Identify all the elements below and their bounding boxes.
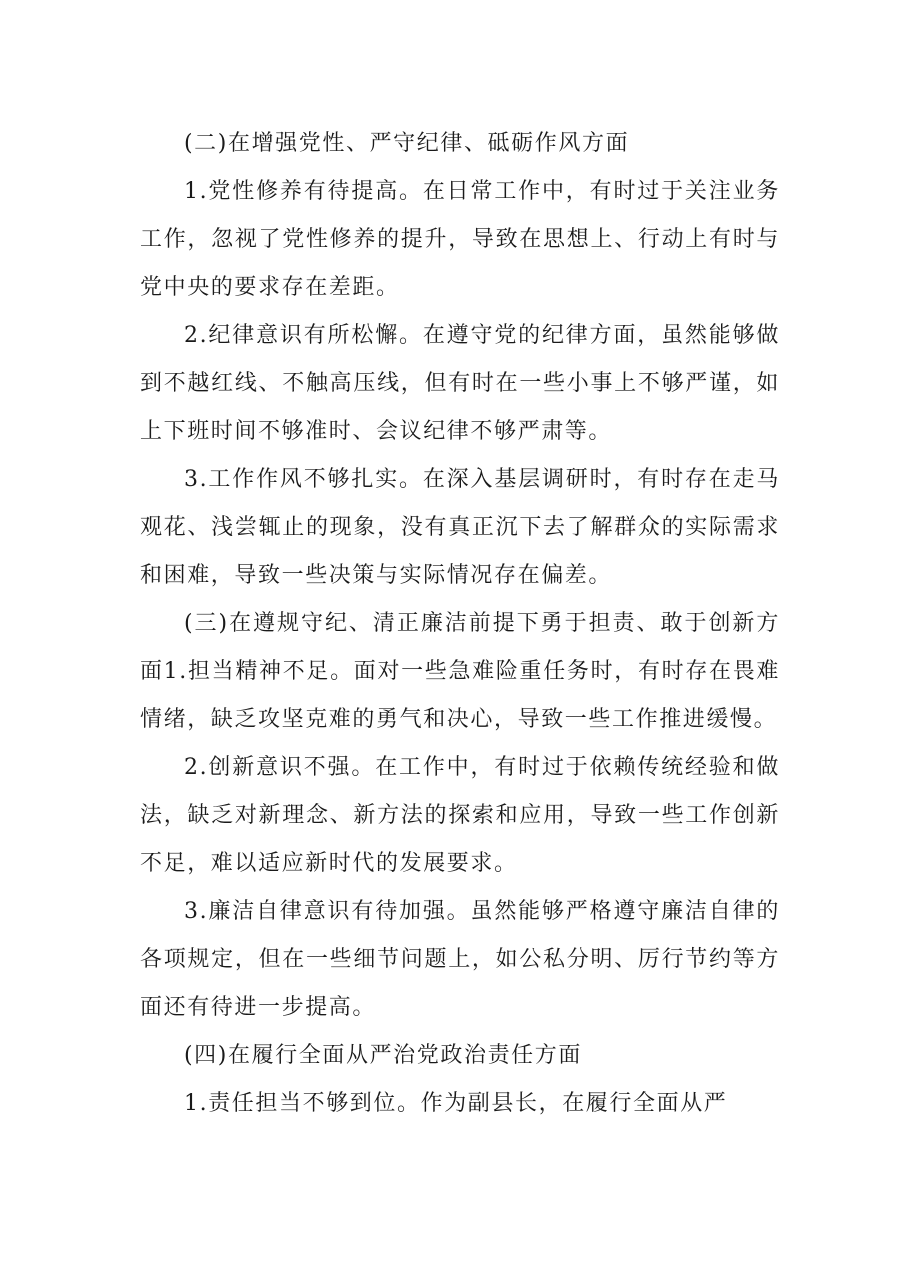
paragraph-work-style: 3.工作作风不够扎实。在深入基层调研时，有时存在走马观花、浅尝辄止的现象，没有真正沉下去了解群众的实际需求和困难，导致一些决策与实际情况存在偏差。: [140, 467, 780, 588]
section-heading-3-and-item-1: (三)在遵规守纪、清正廉洁前提下勇于担责、敢于创新方面1.担当精神不足。面对一些急难险重任务时，有时存在畏难情绪，缺乏攻坚克难的勇气和决心，导致一些工作推进缓慢。: [140, 611, 780, 732]
section-heading-2: (二)在增强党性、严守纪律、砥砺作风方面: [184, 131, 630, 156]
paragraph-discipline: 2.纪律意识有所松懈。在遵守党的纪律方面，虽然能够做到不越红线、不触高压线，但有时在一些小事上不够严谨，如上下班时间不够准时、会议纪律不够严肃等。: [140, 323, 780, 444]
section-heading-4: (四)在履行全面从严治党政治责任方面: [184, 1043, 582, 1068]
paragraph-responsibility: 1.责任担当不够到位。作为副县长，在履行全面从严: [184, 1091, 728, 1116]
document-body: [140, 120, 780, 1128]
paragraph-integrity: 3.廉洁自律意识有待加强。虽然能够严格遵守廉洁自律的各项规定，但在一些细节问题上，如公私分明、厉行节约等方面还有待进一步提高。: [140, 899, 780, 1020]
paragraph-party-spirit: 1.党性修养有待提高。在日常工作中，有时过于关注业务工作，忽视了党性修养的提升，导致在思想上、行动上有时与党中央的要求存在差距。: [140, 179, 780, 300]
paragraph-innovation: 2.创新意识不强。在工作中，有时过于依赖传统经验和做法，缺乏对新理念、新方法的探索和应用，导致一些工作创新不足，难以适应新时代的发展要求。: [140, 755, 780, 876]
